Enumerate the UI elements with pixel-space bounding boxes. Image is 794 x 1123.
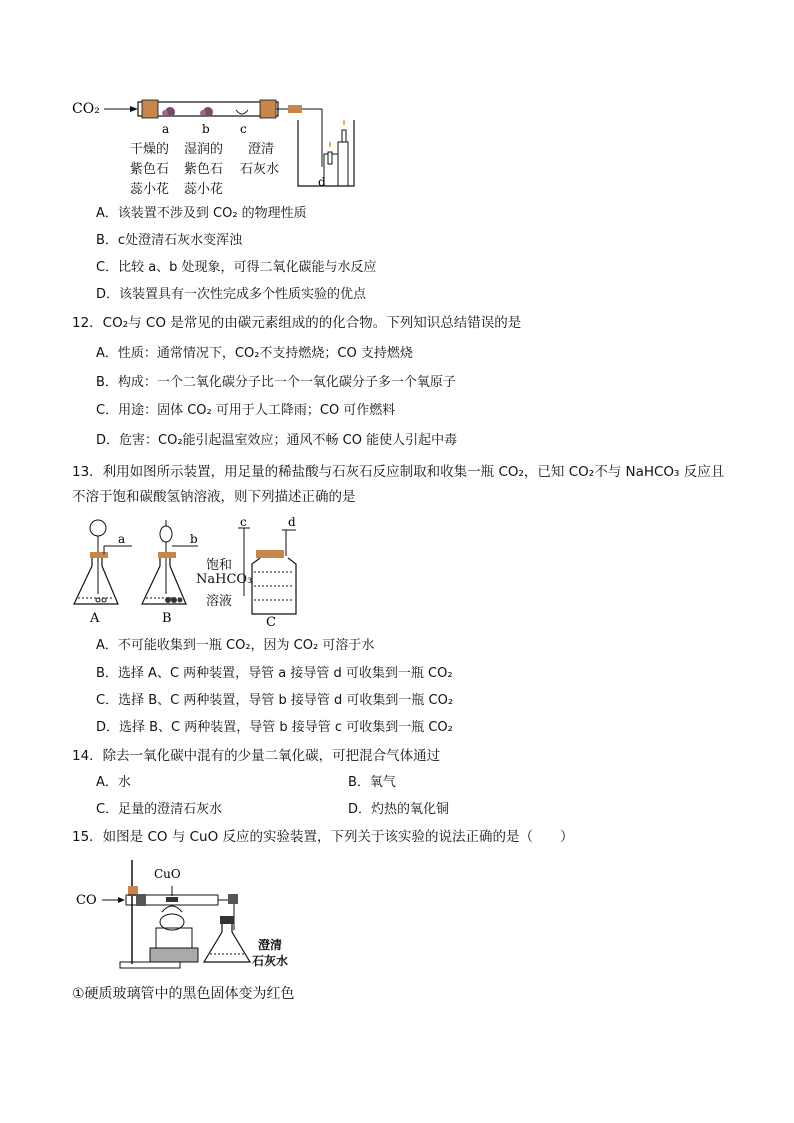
label-bottle-c: C xyxy=(266,615,276,628)
caption-a-2: 紫色石 xyxy=(130,162,170,177)
q14-option-d: D．灼热的氧化铜 xyxy=(348,802,450,817)
q14-option-a: A．水 xyxy=(96,775,131,790)
q12-option-d: D．危害：CO₂能引起温室效应；通风不畅 CO 能使人引起中毒 xyxy=(96,433,458,448)
solution-label-2: NaHCO₃ xyxy=(196,572,253,587)
co2-inlet-label: CO₂ xyxy=(72,101,100,117)
q12-stem: 12．CO₂与 CO 是常见的由碳元素组成的的化合物。下列知识总结错误的是 xyxy=(72,315,522,331)
co-inlet-label: CO xyxy=(76,893,97,908)
label-a: a xyxy=(162,122,170,136)
apparatus-abc-diagram xyxy=(70,516,310,628)
label-b: b xyxy=(202,122,210,136)
q13-stem-line2: 不溶于饱和碳酸氢钠溶液，则下列描述正确的是 xyxy=(72,489,356,505)
caption-b-2: 紫色石 xyxy=(184,162,224,177)
q13-option-b: B．选择 A、C 两种装置，导管 a 接导管 d 可收集到一瓶 CO₂ xyxy=(96,666,453,681)
q14-option-c: C．足量的澄清石灰水 xyxy=(96,802,223,817)
caption-a-3: 蕊小花 xyxy=(130,182,170,197)
label-a-tube: a xyxy=(118,532,126,546)
figure-co2-properties xyxy=(66,92,366,202)
label-d: d xyxy=(318,175,326,189)
q13-option-d: D．选择 B、C 两种装置，导管 b 接导管 c 可收集到一瓶 CO₂ xyxy=(96,720,453,735)
caption-b-3: 蕊小花 xyxy=(184,182,224,197)
label-flask-b: B xyxy=(162,611,172,626)
q13-option-c: C．选择 B、C 两种装置，导管 b 接导管 d 可收集到一瓶 CO₂ xyxy=(96,693,454,708)
label-flask-a: A xyxy=(90,611,100,626)
figure-co-cuo-apparatus xyxy=(74,856,304,978)
q15-stem: 15．如图是 CO 与 CuO 反应的实验装置，下列关于该实验的说法正确的是（ ） xyxy=(72,829,574,845)
q15-statement-1: ①硬质玻璃管中的黑色固体变为红色 xyxy=(72,986,295,1002)
q11-option-c: C．比较 a、b 处现象，可得二氧化碳能与水反应 xyxy=(96,260,377,275)
caption-a-1: 干燥的 xyxy=(130,142,170,157)
q11-option-a: A．该装置不涉及到 CO₂ 的物理性质 xyxy=(96,206,307,221)
caption-c-1: 澄清 xyxy=(248,142,275,157)
figure-gas-apparatus xyxy=(70,516,310,628)
q14-stem: 14．除去一氧化碳中混有的少量二氧化碳，可把混合气体通过 xyxy=(72,748,441,764)
q12-option-a: A．性质：通常情况下，CO₂不支持燃烧；CO 支持燃烧 xyxy=(96,346,413,361)
cuo-label: CuO xyxy=(154,867,181,881)
solution-label-1: 饱和 xyxy=(206,558,233,573)
q14-option-b: B．氧气 xyxy=(348,775,396,790)
q12-option-c: C．用途：固体 CO₂ 可用于人工降雨；CO 可作燃料 xyxy=(96,403,396,418)
label-c-tube: c xyxy=(240,516,247,529)
solution-label-3: 溶液 xyxy=(206,594,233,609)
q13-option-a: A．不可能收集到一瓶 CO₂，因为 CO₂ 可溶于水 xyxy=(96,638,375,653)
q11-option-d: D．该装置具有一次性完成多个性质实验的优点 xyxy=(96,287,367,302)
q11-option-b: B．c处澄清石灰水变浑浊 xyxy=(96,233,243,248)
caption-b-1: 湿润的 xyxy=(184,142,224,157)
label-d-tube: d xyxy=(288,516,296,529)
q13-stem-line1: 13．利用如图所示装置，用足量的稀盐酸与石灰石反应制取和收集一瓶 CO₂，已知 CO₂不与 NaHCO₃ 反应且 xyxy=(72,464,725,480)
lime-label-1: 澄清 xyxy=(258,938,283,952)
label-c: c xyxy=(240,122,247,136)
label-b-tube: b xyxy=(190,532,198,546)
q12-option-b: B．构成：一个二氧化碳分子比一个一氧化碳分子多一个氧原子 xyxy=(96,375,456,390)
caption-c-2: 石灰水 xyxy=(240,162,280,177)
lime-label-2: 石灰水 xyxy=(252,954,289,968)
